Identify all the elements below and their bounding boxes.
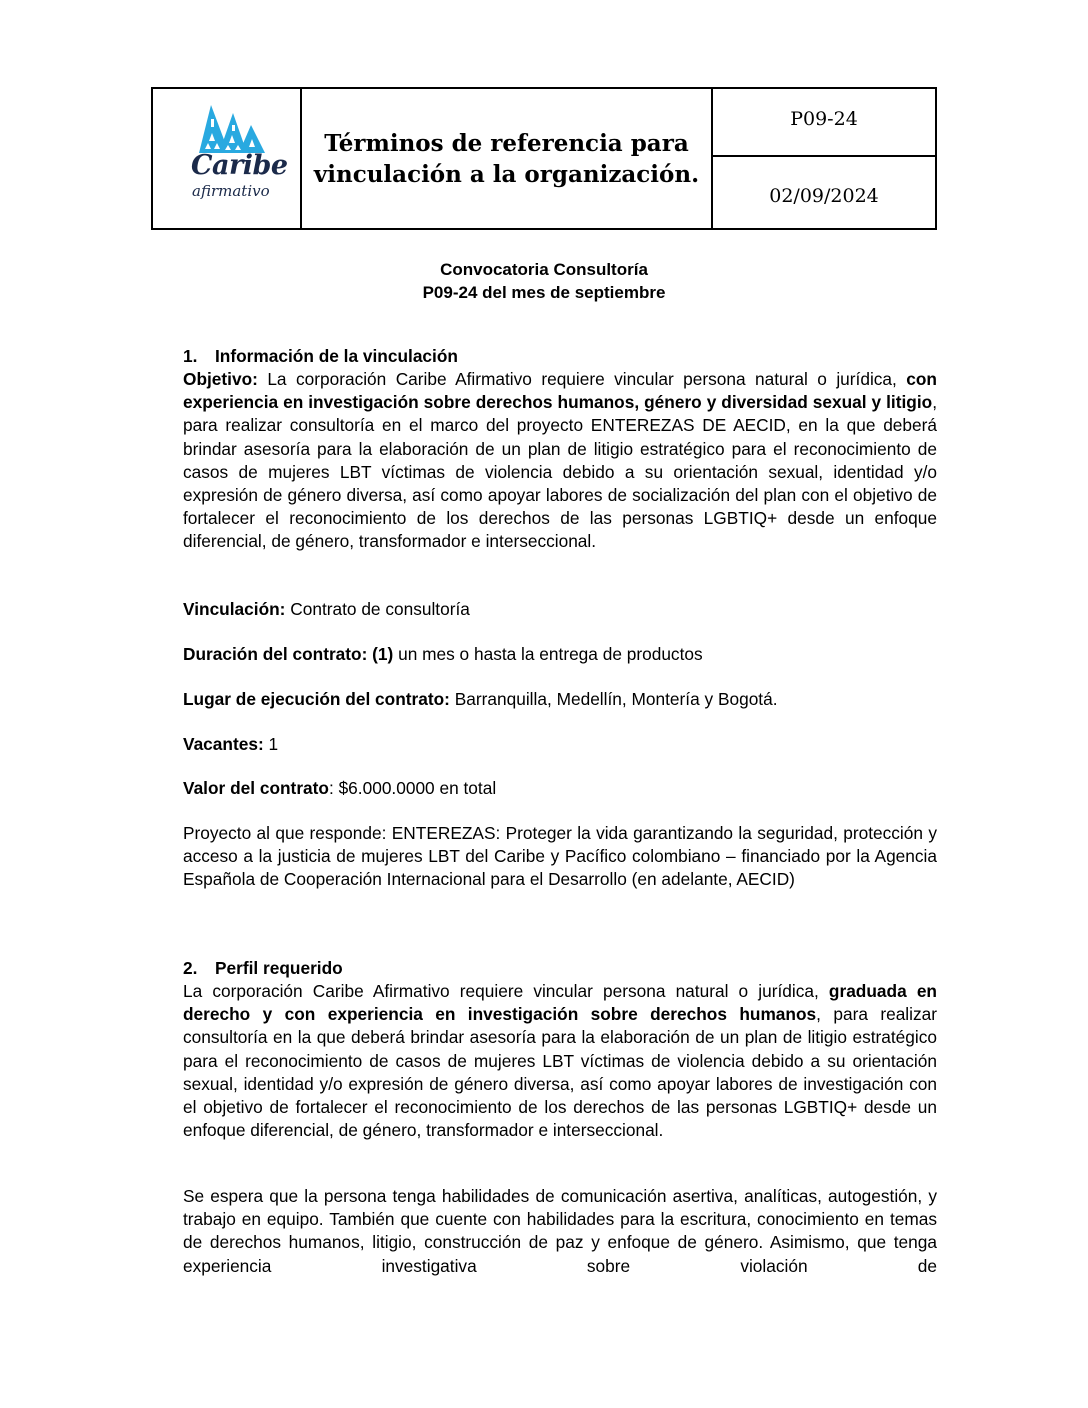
perfil-bold: graduada en derecho y con experiencia en investigación sobre derechos humanos bbox=[183, 981, 937, 1025]
section-1-title: Información de la vinculación bbox=[215, 346, 458, 366]
call-heading bbox=[151, 258, 937, 304]
lugar-value: Barranquilla, Medellín, Montería y Bogotá. bbox=[449, 689, 778, 709]
caribe-afirmativo-logo-icon bbox=[189, 103, 269, 155]
document-date: 02/09/2024 bbox=[769, 184, 879, 207]
section-2-title: Perfil requerido bbox=[215, 958, 343, 978]
document-code: P09-24 bbox=[713, 89, 935, 157]
duracion-label: Duración del contrato: (1) bbox=[183, 644, 394, 664]
title-line-1: Términos de referencia para bbox=[324, 129, 689, 157]
vacantes-line bbox=[183, 733, 937, 756]
perfil-paragraph-2: Se espera que la persona tenga habilidades de comunicación asertiva, analíticas, autogestión, y trabajo en equipo. También que cuente con habilidades para la escritura, conocimiento en temas de derechos humanos, litigio, construcción de paz y enfoque de género. Asimismo, que tenga experiencia investigativa sobre violación de bbox=[183, 1186, 937, 1276]
section-2-heading bbox=[183, 957, 937, 980]
logo-cell bbox=[153, 89, 302, 228]
perfil-text-1: La corporación Caribe Afirmativo requiere vincular persona natural o jurídica, bbox=[183, 981, 829, 1001]
objective-bold: con experiencia en investigación sobre derechos humanos, género y diversidad sexual y litigio bbox=[183, 369, 937, 413]
section-1-number: 1. bbox=[183, 346, 198, 366]
vinculacion-value: Contrato de consultoría bbox=[285, 599, 470, 619]
section-2-number: 2. bbox=[183, 958, 198, 978]
perfil-text-2: , para realizar consultoría en la que deberá brindar asesoría para la elaboración de un plan de litigio estratégico para el reconocimiento de casos de mujeres LBT víctimas de violencia debido a su orientación sexual, identidad y/o expresión de género diversa, así como apoyar labores de investigación con el objetivo de fortalecer el reconocimiento de los derechos de las personas LGBTIQ+ desde un enfoque diferencial, de género, transformador e interseccional. bbox=[183, 1004, 937, 1141]
objective-paragraph bbox=[183, 368, 937, 554]
section-1-heading bbox=[183, 345, 937, 368]
logo-brand-text: Caribe bbox=[191, 150, 288, 181]
perfil-paragraph-1 bbox=[183, 980, 937, 1142]
logo-sub-text: afirmativo bbox=[192, 182, 270, 200]
objective-text-2: , para realizar consultoría en el marco del proyecto ENTEREZAS DE AECID, en la que deberá brindar asesoría para la elaboración de un plan de litigio estratégico para el reconocimiento de casos de mujeres LBT víctimas de violencia debido a su orientación sexual, identidad y/o expresión de género diversa, así como apoyar labores de socialización del plan con el objetivo de fortalecer el reconocimiento de los derechos de las personas LGBTIQ+ desde un enfoque diferencial, de género, transformador e interseccional. bbox=[183, 392, 937, 552]
valor-value: : $6.000.0000 en total bbox=[328, 778, 497, 798]
vacantes-label: Vacantes: bbox=[183, 734, 264, 754]
call-heading-line-2: P09-24 del mes de septiembre bbox=[422, 283, 666, 302]
duracion-value: un mes o hasta la entrega de productos bbox=[393, 644, 703, 664]
header-table bbox=[151, 87, 937, 230]
lugar-line bbox=[183, 688, 937, 711]
objective-text-1: La corporación Caribe Afirmativo requiere vincular persona natural o jurídica, bbox=[257, 369, 907, 389]
vinculacion-label: Vinculación: bbox=[183, 599, 286, 619]
objective-label: Objetivo: bbox=[183, 369, 258, 389]
valor-line bbox=[183, 777, 937, 800]
document-title bbox=[302, 89, 713, 228]
duracion-line bbox=[183, 643, 937, 666]
vacantes-value: 1 bbox=[263, 734, 279, 754]
valor-label: Valor del contrato bbox=[183, 778, 329, 798]
title-line-2: vinculación a la organización. bbox=[313, 160, 700, 188]
lugar-label: Lugar de ejecución del contrato: bbox=[183, 689, 450, 709]
call-heading-line-1: Convocatoria Consultoría bbox=[440, 260, 648, 279]
proyecto-paragraph: Proyecto al que responde: ENTEREZAS: Proteger la vida garantizando la seguridad, protección y acceso a la justicia de mujeres LBT del Caribe y Pacífico colombiano – financiado por la Agencia Española de Cooperación Internacional para el Desarrollo (en adelante, AECID) bbox=[183, 823, 937, 890]
vinculacion-line bbox=[183, 598, 937, 621]
